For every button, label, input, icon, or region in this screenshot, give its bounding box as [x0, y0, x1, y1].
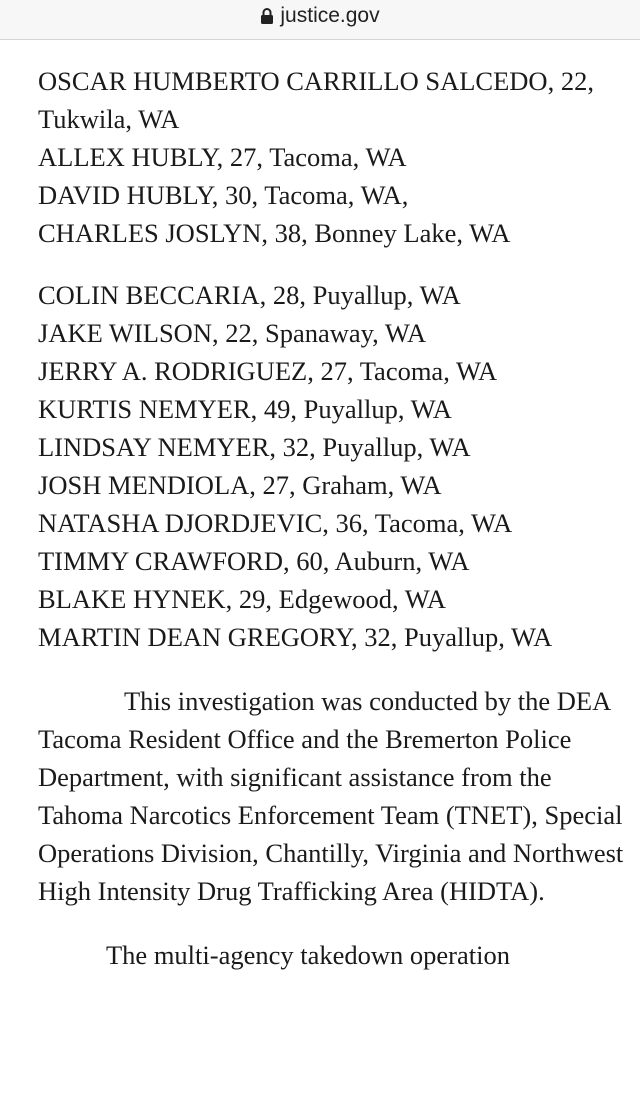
investigation-paragraph: This investigation was conducted by the DEA Tacoma Resident Office and the Bremerton Police Department, with significant assistance from the Tahoma Narcotics Enforcement Team (TNET), Special Operations Division, Chantilly, Virginia and Northwest High Intensity Drug Trafficking Area (HIDTA). — [38, 686, 624, 906]
defendant-entry: ALLEX HUBLY, 27, Tacoma, WA — [38, 142, 407, 172]
lock-icon — [260, 7, 274, 25]
defendant-list-2 — [38, 276, 628, 656]
defendant-entry: JERRY A. RODRIGUEZ, 27, Tacoma, WA — [38, 356, 498, 386]
defendant-entry: TIMMY CRAWFORD, 60, Auburn, WA — [38, 546, 470, 576]
defendant-entry: LINDSAY NEMYER, 32, Puyallup, WA — [38, 432, 471, 462]
defendant-entry: JAKE WILSON, 22, Spanaway, WA — [38, 318, 427, 348]
defendant-entry: NATASHA DJORDJEVIC, 36, Tacoma, WA — [38, 508, 513, 538]
defendant-entry: KURTIS NEMYER, 49, Puyallup, WA — [38, 394, 452, 424]
defendant-entry: BLAKE HYNEK, 29, Edgewood, WA — [38, 584, 447, 614]
defendant-entry: CHARLES JOSLYN, 38, Bonney Lake, WA — [38, 218, 511, 248]
defendant-entry: OSCAR HUMBERTO CARRILLO SALCEDO, 22, Tukwila, WA — [38, 66, 594, 134]
defendant-entry: MARTIN DEAN GREGORY, 32, Puyallup, WA — [38, 622, 553, 652]
defendant-entry: DAVID HUBLY, 30, Tacoma, WA, — [38, 180, 409, 210]
article-content — [38, 62, 628, 974]
url-display[interactable] — [260, 4, 379, 28]
takedown-paragraph: The multi-agency takedown operation — [106, 940, 510, 970]
defendant-list-1 — [38, 62, 628, 252]
defendant-entry: JOSH MENDIOLA, 27, Graham, WA — [38, 470, 442, 500]
url-text: justice.gov — [280, 3, 380, 27]
defendant-entry: COLIN BECCARIA, 28, Puyallup, WA — [38, 280, 461, 310]
address-bar[interactable] — [0, 0, 640, 40]
